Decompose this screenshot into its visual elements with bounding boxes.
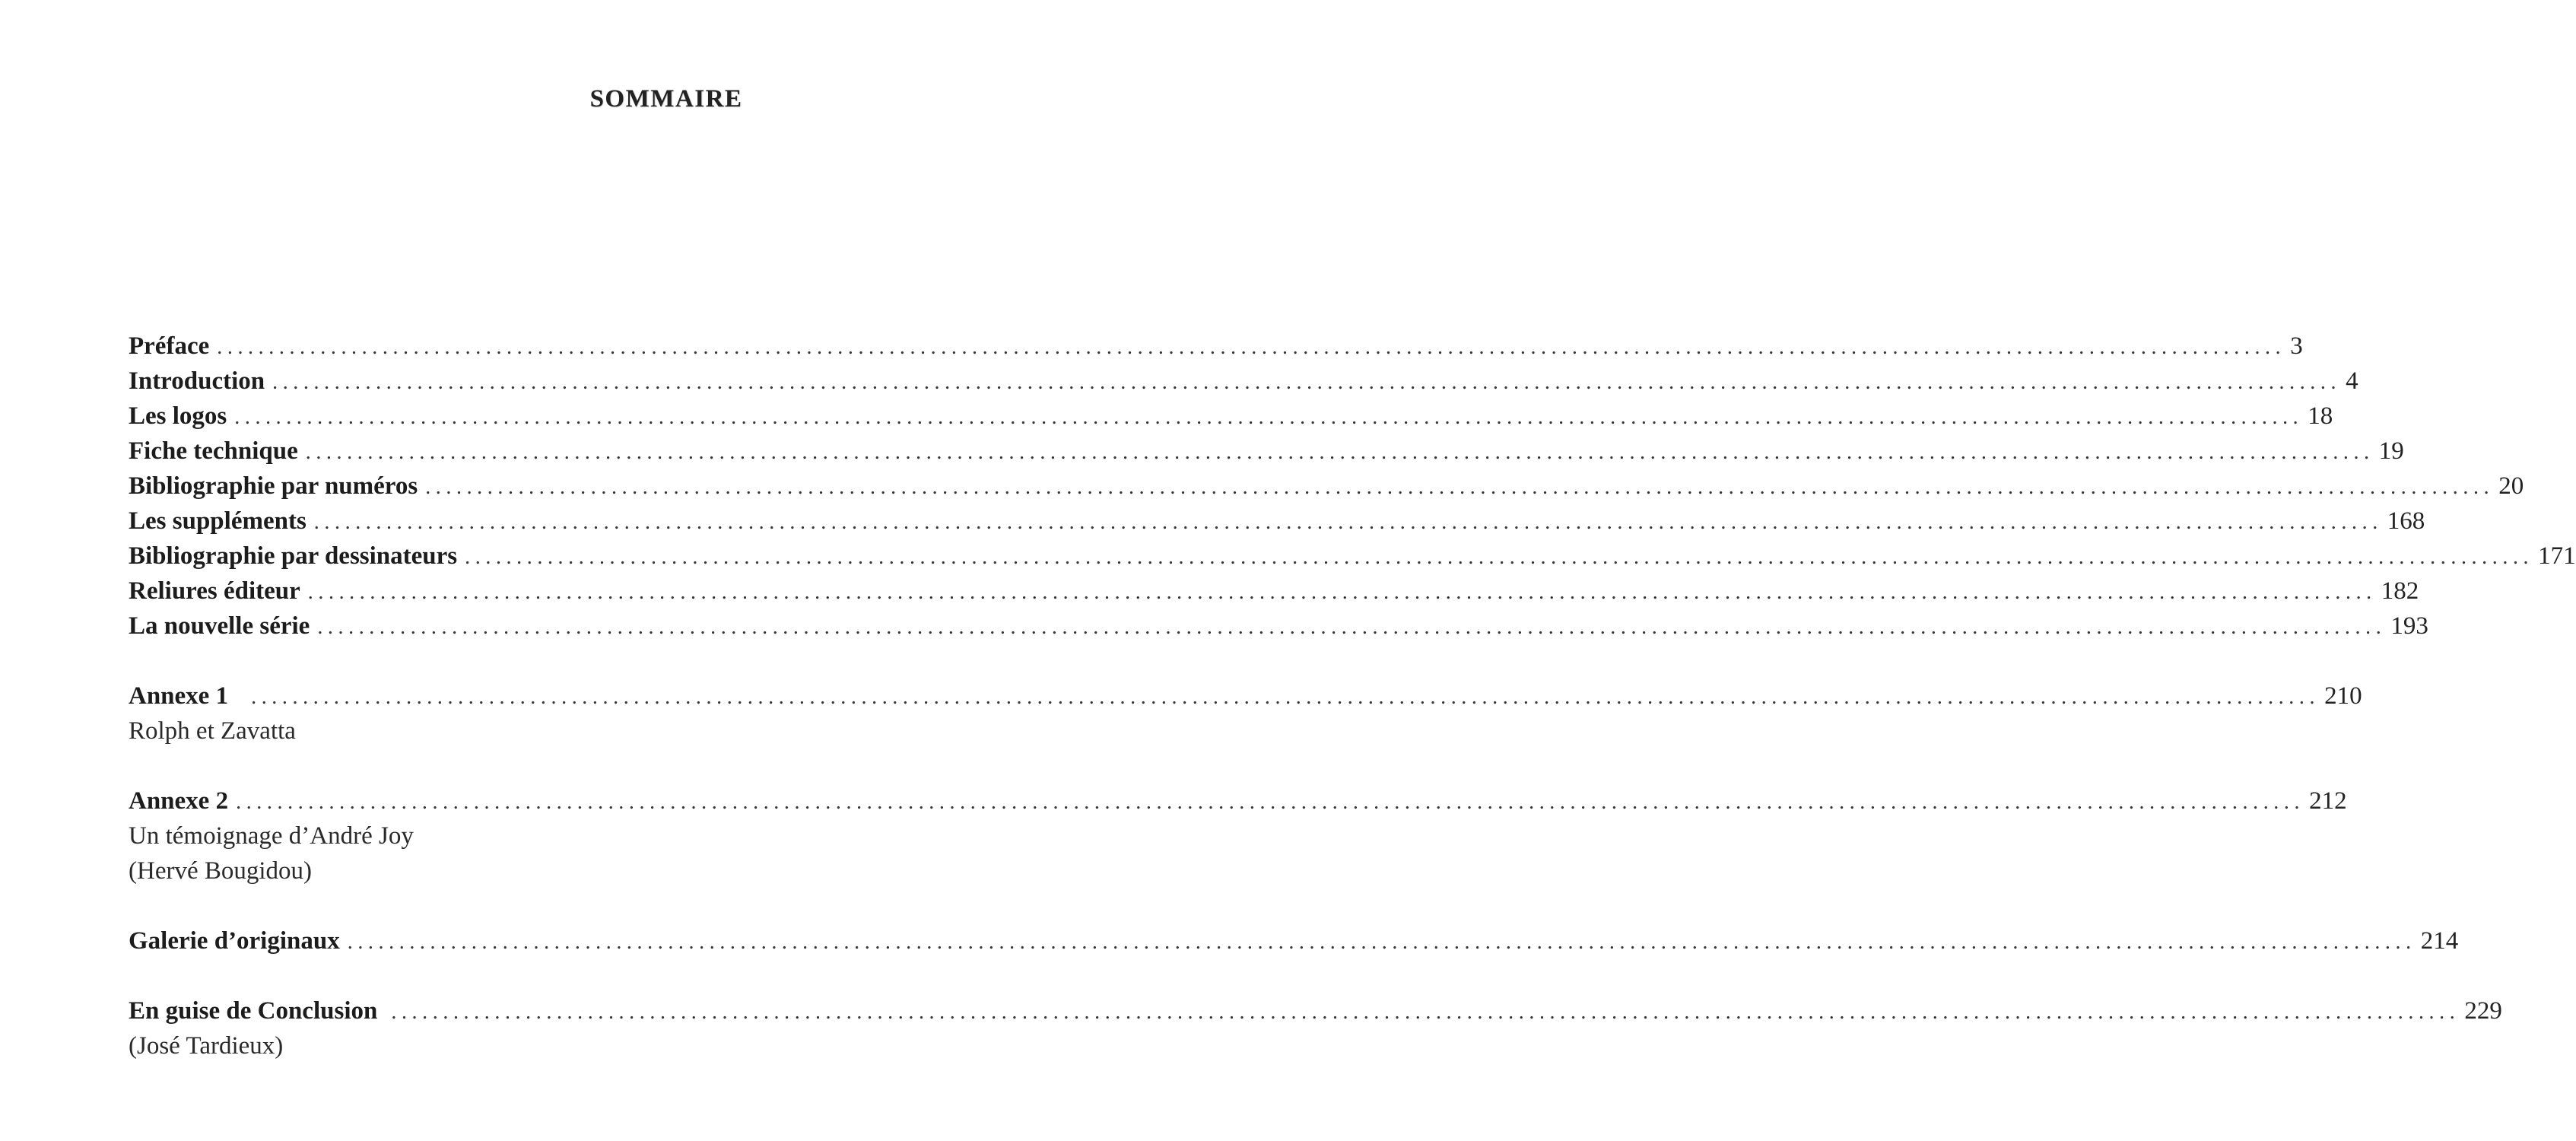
toc-entry-label: Annexe 2 [129, 787, 229, 815]
toc-entry-bibliographie-dessinateurs [129, 539, 2576, 574]
toc-entry-page: 229 [2464, 997, 2502, 1025]
toc-entry-supplements [129, 504, 2425, 539]
dot-leader: ........................................................................................................................................................................................................ [234, 405, 2304, 429]
toc-entry-label: Fiche technique [129, 437, 298, 465]
toc-entry-page: 4 [2346, 367, 2358, 395]
toc-entry-subtitle: Un témoignage d’André Joy [129, 822, 414, 850]
toc-entry-page: 18 [2308, 402, 2333, 430]
toc-entry-galerie [129, 923, 2459, 958]
toc-group-galerie [129, 923, 2459, 958]
dot-leader: ........................................................................................................................................................................................................ [425, 475, 2495, 499]
toc-entry-page: 214 [2420, 927, 2459, 955]
toc-entry-label: Les logos [129, 402, 227, 430]
toc-entry-page: 20 [2498, 472, 2524, 500]
dot-leader: ........................................................................................................................................................................................................ [391, 1000, 2460, 1024]
toc-entry-label: La nouvelle série [129, 612, 310, 640]
toc-entry-label: Bibliographie par numéros [129, 472, 418, 500]
dot-leader: ........................................................................................................................................................................................................ [313, 510, 2383, 534]
page-title: SOMMAIRE [589, 85, 743, 113]
toc-entry-label: En guise de Conclusion [129, 997, 378, 1025]
toc-entry-fiche-technique [129, 434, 2404, 469]
toc-entry-label: Préface [129, 332, 210, 360]
dot-leader: ........................................................................................................................................................................................................ [465, 545, 2534, 569]
toc-group-annexe-2 [129, 783, 2347, 888]
toc-main-entries [129, 329, 2576, 644]
dot-leader: ........................................................................................................................................................................................................ [217, 335, 2286, 359]
toc-entry-author: (Hervé Bougidou) [129, 857, 313, 885]
spacer [129, 644, 1194, 679]
toc-entry-page: 3 [2290, 332, 2303, 360]
toc-entry-reliures-editeur [129, 574, 2419, 609]
toc-entry-label: Reliures éditeur [129, 577, 300, 605]
spacer [129, 958, 1194, 993]
toc-entry-subtitle: Rolph et Zavatta [129, 717, 296, 745]
toc-entry-page: 168 [2387, 507, 2425, 535]
toc-entry-page: 210 [2324, 682, 2362, 710]
toc-entry-annexe-1 [129, 679, 2362, 714]
table-of-contents [129, 329, 2576, 1063]
toc-entry-label: Les suppléments [129, 507, 307, 535]
toc-entry-logos [129, 399, 2333, 434]
toc-entry-label: Bibliographie par dessinateurs [129, 542, 458, 570]
toc-entry-label: Galerie d’originaux [129, 927, 340, 955]
dot-leader: ........................................................................................................................................................................................................ [236, 790, 2305, 814]
toc-entry-page: 193 [2390, 612, 2428, 640]
dot-leader: ........................................................................................................................................................................................................ [272, 370, 2342, 394]
toc-entry-nouvelle-serie [129, 609, 2428, 644]
dot-leader: ........................................................................................................................................................................................................ [307, 580, 2377, 604]
toc-entry-preface [129, 329, 2303, 364]
toc-entry-page: 171 [2538, 542, 2576, 570]
dot-leader: ........................................................................................................................................................................................................ [317, 615, 2387, 639]
dot-leader: ........................................................................................................................................................................................................ [251, 685, 2320, 709]
toc-entry-bibliographie-numeros [129, 469, 2524, 504]
toc-entry-page: 212 [2309, 787, 2347, 815]
toc-group-conclusion [129, 993, 2502, 1063]
dot-leader: ........................................................................................................................................................................................................ [347, 930, 2416, 954]
toc-entry-label: Annexe 1 [129, 682, 229, 710]
toc-group-annexe-1 [129, 679, 2362, 748]
spacer [129, 888, 1194, 923]
dot-leader: ........................................................................................................................................................................................................ [305, 440, 2374, 464]
toc-entry-page: 182 [2381, 577, 2419, 605]
toc-entry-label: Introduction [129, 367, 265, 395]
toc-entry-author: (José Tardieux) [129, 1032, 284, 1060]
toc-entry-conclusion [129, 993, 2502, 1028]
spacer [129, 748, 1194, 783]
toc-entry-page: 19 [2378, 437, 2404, 465]
toc-entry-annexe-2 [129, 783, 2347, 818]
toc-entry-introduction [129, 364, 2358, 399]
